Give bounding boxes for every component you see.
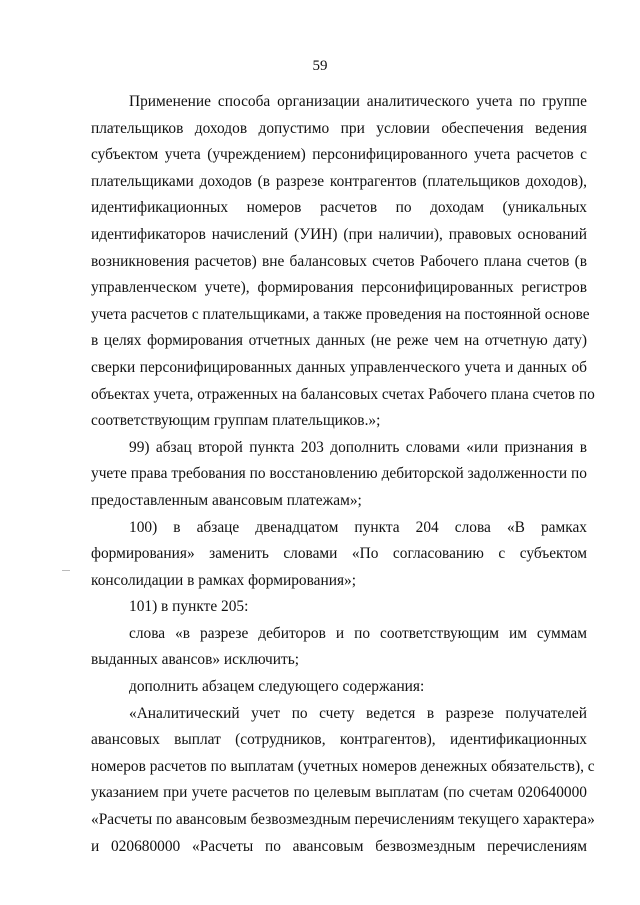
- text-line: выданных авансов» исключить;: [91, 651, 300, 669]
- text-line: 100) в абзаце двенадцатом пункта 204 слова «В рамках: [129, 518, 587, 536]
- text-line: идентификаторов начислений (УИН) (при наличии), правовых оснований: [91, 225, 587, 243]
- text-line: субъектом учета (учреждением) персонифицированного учета расчетов с: [91, 146, 587, 164]
- text-line: учете права требования по восстановлению дебиторской задолженности по: [91, 465, 587, 483]
- text-line: формирования» заменить словами «По согласованию с субъектом: [91, 545, 587, 563]
- text-line: предоставленным авансовым платежам»;: [91, 491, 362, 509]
- text-line: соответствующим группам плательщиков.»;: [91, 412, 381, 430]
- text-line: плательщиков доходов допустимо при условии обеспечения ведения: [91, 119, 587, 137]
- document-body: [91, 89, 595, 860]
- text-line: Применение способа организации аналитического учета по группе: [129, 93, 587, 110]
- text-line: плательщиками доходов (в разрезе контрагентов (плательщиков доходов),: [91, 172, 587, 190]
- text-line: управленческом учете), формирования персонифицированных регистров: [91, 279, 587, 297]
- text-line: дополнить абзацем следующего содержания:: [129, 678, 425, 696]
- scan-mark: [62, 570, 70, 571]
- text-line: 101) в пункте 205:: [129, 598, 249, 616]
- text-line: «Аналитический учет по счету ведется в разрезе получателей: [129, 704, 587, 722]
- text-line: авансовых выплат (сотрудников, контрагентов), идентификационных: [91, 731, 587, 749]
- text-line: консолидации в рамках формирования»;: [91, 571, 356, 589]
- text-line: возникновения расчетов) вне балансовых счетов Рабочего плана счетов (в: [91, 252, 587, 270]
- text-line: идентификационных номеров расчетов по доходам (уникальных: [91, 199, 587, 217]
- text-line: «Расчеты по авансовым безвозмездным перечислениям текущего характера»: [91, 811, 595, 829]
- text-line: сверки персонифицированных данных управленческого учета и данных об: [91, 358, 587, 376]
- text-line: номеров расчетов по выплатам (учетных номеров денежных обязательств), с: [91, 757, 595, 775]
- text-line: учета расчетов с плательщиками, а также проведения на постоянной основе: [91, 305, 590, 323]
- text-line: и 020680000 «Расчеты по авансовым безвозмездным перечислениям: [91, 837, 587, 855]
- text-line: объектах учета, отраженных на балансовых счетах Рабочего плана счетов по: [91, 385, 595, 403]
- text-line: слова «в разрезе дебиторов и по соответствующим им суммам: [129, 624, 587, 642]
- text-line: указанием при учете расчетов по целевым выплатам (по счетам 020640000: [91, 784, 587, 802]
- text-line: 99) абзац второй пункта 203 дополнить словами «или признания в: [129, 438, 587, 456]
- page-number: 59: [312, 58, 328, 74]
- text-line: в целях формирования отчетных данных (не реже чем на отчетную дату): [91, 332, 587, 350]
